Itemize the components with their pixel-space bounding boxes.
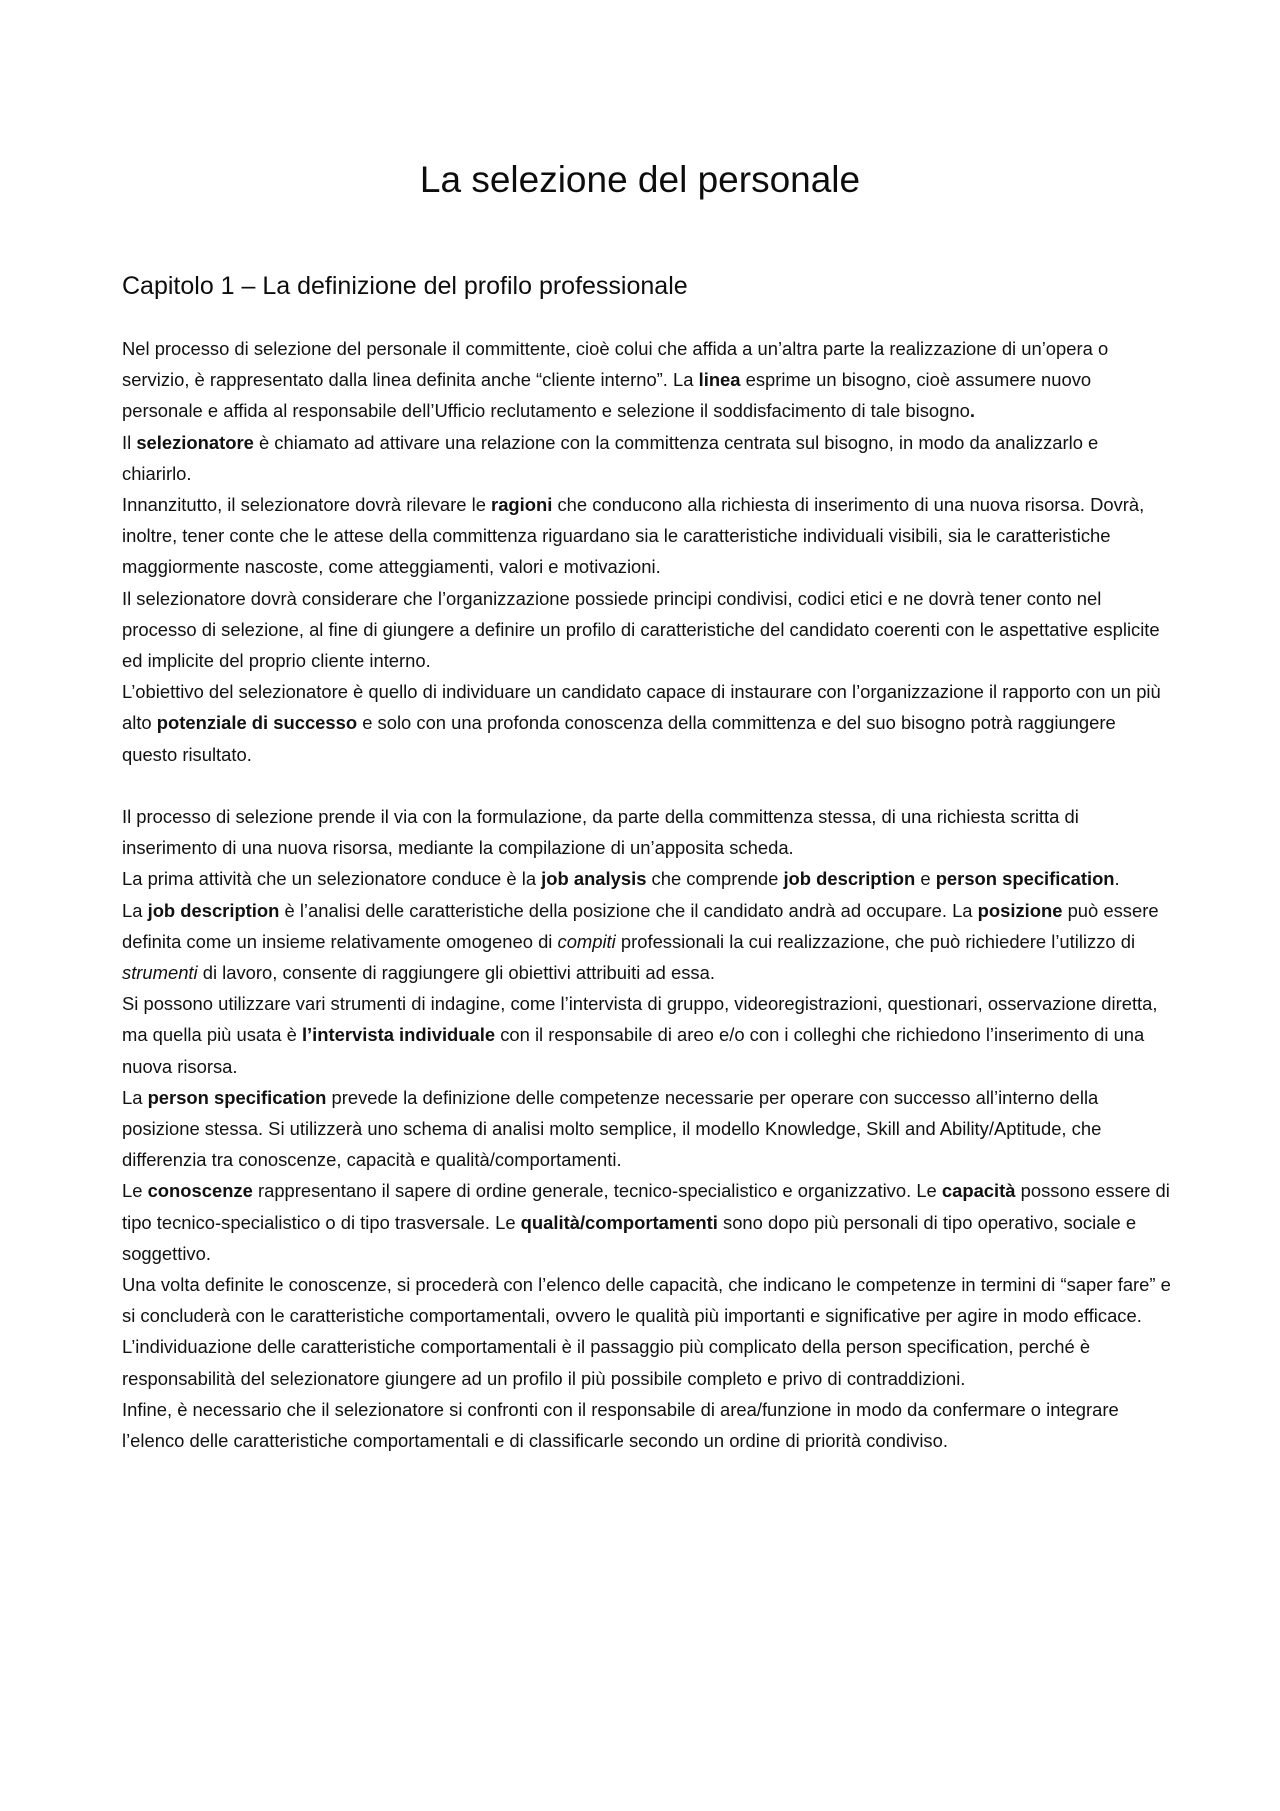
bold-term: potenziale di successo <box>156 712 358 734</box>
text-run: esprime un bisogno, cioè assumere nuovo personale e affida al responsabile dell’Ufficio reclutamento e selezione il soddisfacimento di tale bisogno <box>122 369 1092 422</box>
bold-term: capacità <box>941 1180 1016 1202</box>
text-run: possono essere di tipo tecnico-specialistico o di tipo trasversale. Le <box>122 1180 1170 1233</box>
bold-term: selezionatore <box>136 431 254 453</box>
text-run: può essere definita come un insieme relativamente omogeneo di <box>122 899 1159 952</box>
document-title: La selezione del personale <box>419 159 861 200</box>
italic-term: compiti <box>557 930 616 952</box>
paragraph <box>122 427 1172 489</box>
text-run: Il selezionatore dovrà considerare che l’organizzazione possiede principi condivisi, codici etici e ne dovrà tener conto nel processo di selezione, al fine di giungere a definire un profilo di caratteristiche del candidato coerenti con le aspettative esplicite ed implicite del proprio cliente interno. <box>122 587 1160 672</box>
bold-term: posizione <box>977 899 1063 921</box>
paragraph <box>122 1394 1172 1456</box>
text-run: Le <box>122 1180 148 1202</box>
paragraph-spacer <box>122 770 1172 801</box>
text-run: professionali la cui realizzazione, che può richiedere l’utilizzo di <box>615 930 1136 952</box>
paragraph <box>122 1082 1172 1176</box>
text-run: Si possono utilizzare vari strumenti di indagine, come l’intervista di gruppo, videoregistrazioni, questionari, osservazione diretta, ma quella più usata è <box>122 993 1158 1046</box>
document-body <box>122 333 1172 1456</box>
bold-term: ragioni <box>491 494 553 516</box>
bold-term: qualità/comportamenti <box>520 1211 718 1233</box>
text-run: con il responsabile di areo e/o con i colleghi che richiedono l’inserimento di una nuova risorsa. <box>122 1024 1145 1077</box>
paragraph <box>122 988 1172 1082</box>
text-run: La prima attività che un selezionatore conduce è la <box>122 868 542 890</box>
text-run: Il <box>122 431 137 453</box>
paragraph <box>122 895 1172 989</box>
text-run: Nel processo di selezione del personale il committente, cioè colui che affida a un’altra parte la realizzazione di un’opera o servizio, è rappresentato dalla linea definita anche “cliente interno”. La <box>122 338 1109 391</box>
bold-term: linea <box>698 369 741 391</box>
text-run: La <box>122 899 148 921</box>
text-run: . <box>1114 868 1120 890</box>
paragraph <box>122 1175 1172 1269</box>
text-run: è l’analisi delle caratteristiche della posizione che il candidato andrà ad occupare. La <box>279 899 978 921</box>
text-run: di lavoro, consente di raggiungere gli obiettivi attribuiti ad essa. <box>197 962 715 984</box>
text-run: è chiamato ad attivare una relazione con la committenza centrata sul bisogno, in modo da analizzarlo e chiarirlo. <box>122 431 1099 484</box>
paragraph <box>122 333 1172 427</box>
bold-term: person specification <box>147 1086 327 1108</box>
text-run: che comprende <box>646 868 784 890</box>
bold-term: job description <box>147 899 280 921</box>
bold-term: person specification <box>935 868 1115 890</box>
text-run: e solo con una profonda conoscenza della committenza e del suo bisogno potrà raggiungere questo risultato. <box>122 712 1116 765</box>
text-run: prevede la definizione delle competenze necessarie per operare con successo all’interno della posizione stessa. Si utilizzerà uno schema di analisi molto semplice, il modello Knowledge, Skill and Ability/Aptitude, che differenzia tra conoscenze, capacità e qualità/comportamenti. <box>122 1086 1102 1171</box>
paragraph <box>122 583 1172 677</box>
bold-term: job analysis <box>541 868 647 890</box>
text-run: Innanzitutto, il selezionatore dovrà rilevare le <box>122 494 492 516</box>
chapter-title: Capitolo 1 – La definizione del profilo professionale <box>122 272 688 300</box>
paragraph <box>122 863 1172 894</box>
text-run: che conducono alla richiesta di inserimento di una nuova risorsa. Dovrà, inoltre, tener conte che le attese della committenza riguardano sia le caratteristiche individuali visibili, sia le caratteristiche maggiormente nascoste, come atteggiamenti, valori e motivazioni. <box>122 494 1145 578</box>
bold-term: job description <box>783 868 916 890</box>
text-run: rappresentano il sapere di ordine generale, tecnico-specialistico e organizzativo. Le <box>252 1180 942 1202</box>
text-run: sono dopo più personali di tipo operativo, sociale e soggettivo. <box>122 1211 1137 1264</box>
bold-term: conoscenze <box>147 1180 253 1202</box>
paragraph <box>122 676 1172 770</box>
paragraph <box>122 801 1172 863</box>
bold-term: l’intervista individuale <box>301 1024 496 1046</box>
text-run: e <box>915 868 936 890</box>
text-run: L’obiettivo del selezionatore è quello di individuare un candidato capace di instaurare con l’organizzazione il rapporto con un più alto <box>122 681 1161 734</box>
text-run: Infine, è necessario che il selezionatore si confronti con il responsabile di area/funzione in modo da confermare o integrare l’elenco delle caratteristiche comportamentali e di classificarle secondo un ordine di priorità condiviso. <box>122 1398 1119 1452</box>
paragraph <box>122 489 1172 583</box>
text-run: Il processo di selezione prende il via con la formulazione, da parte della committenza stessa, di una richiesta scritta di inserimento di una nuova risorsa, mediante la compilazione di un’apposita scheda. <box>122 806 1079 859</box>
text-run: Una volta definite le conoscenze, si procederà con l’elenco delle capacità, che indicano le competenze in termini di “saper fare” e si concluderà con le caratteristiche comportamentali, ovvero le qualità più importanti e significative per agire in modo efficace. L’individuazione delle caratteristiche comportamentali è il passaggio più complicato della person specification, perché è responsabilità del selezionatore giungere ad un profilo il più possibile completo e privo di contraddizioni. <box>122 1274 1171 1389</box>
text-run: La <box>122 1086 148 1108</box>
paragraph <box>122 1269 1172 1394</box>
bold-term: . <box>969 400 975 422</box>
italic-term: strumenti <box>122 962 198 984</box>
